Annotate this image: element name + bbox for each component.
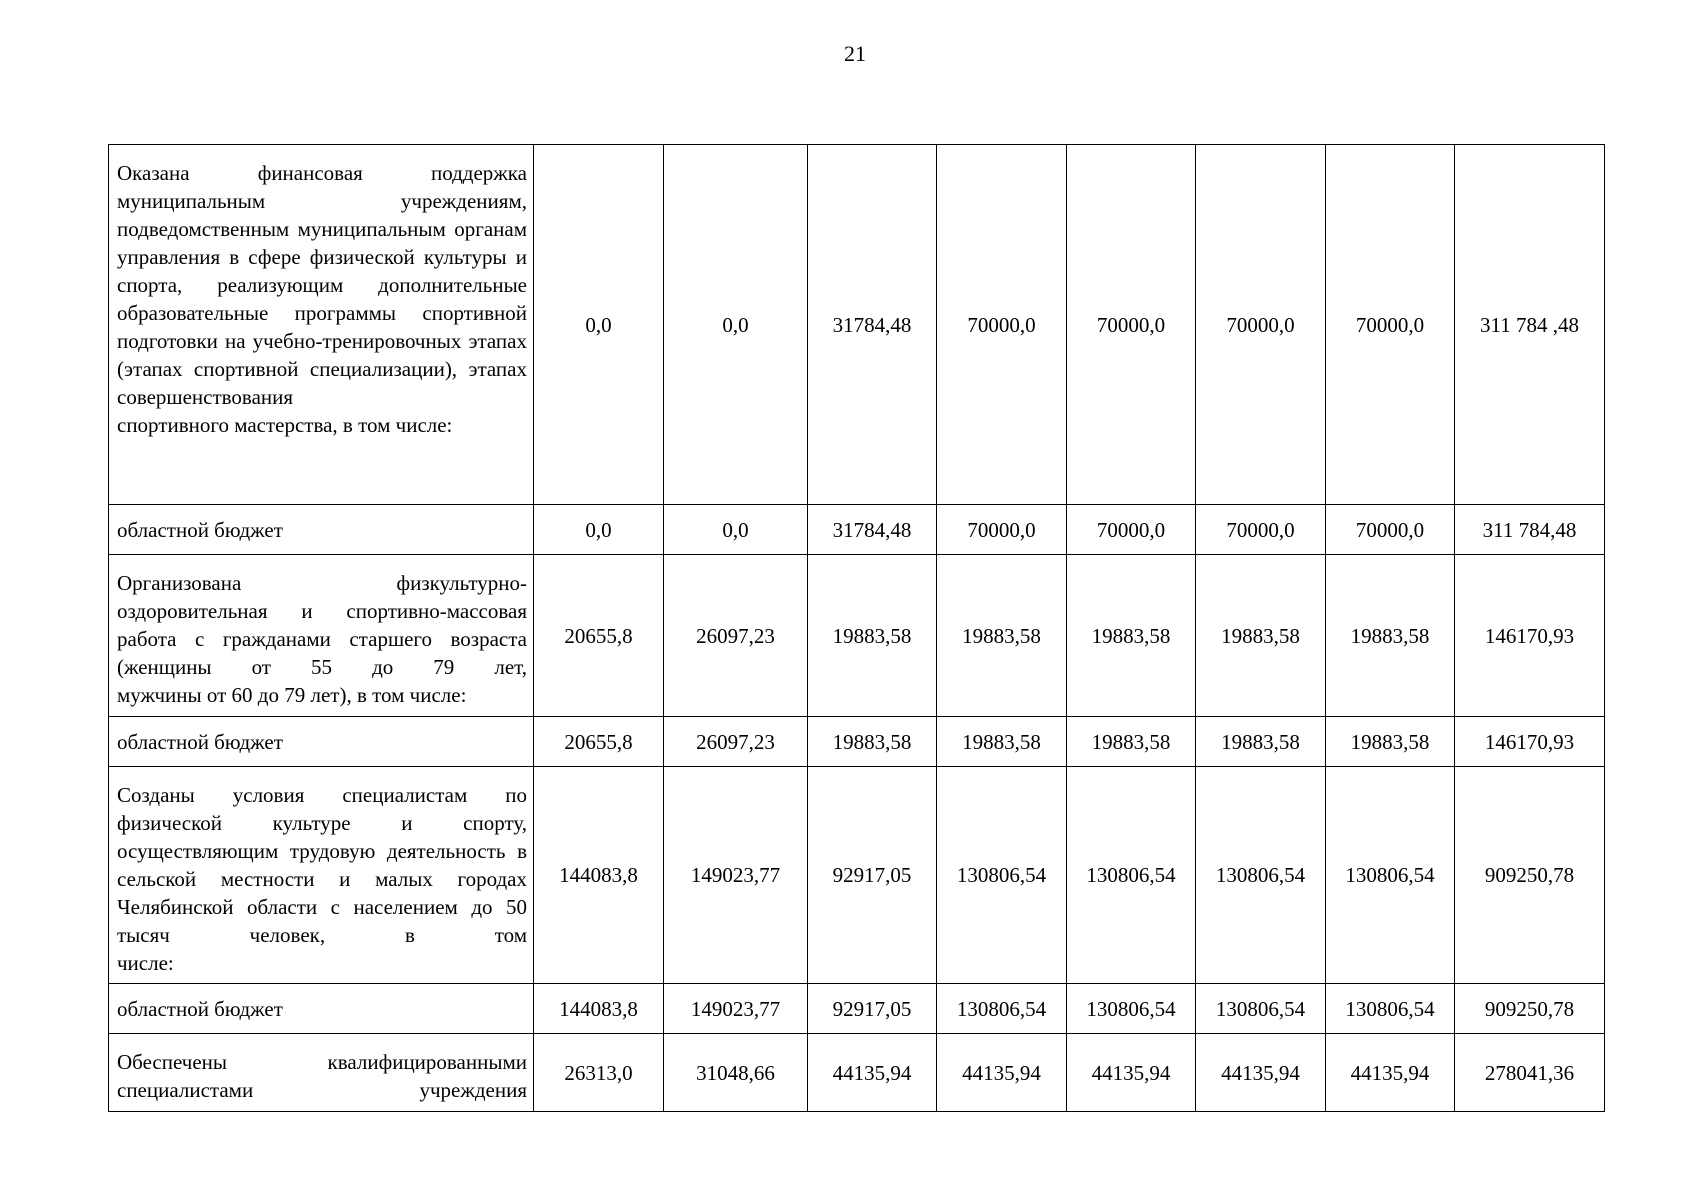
value-cell: 70000,0 — [1067, 145, 1196, 505]
value-cell: 149023,77 — [664, 984, 808, 1034]
value-cell: 144083,8 — [534, 767, 664, 984]
table-row — [109, 984, 1605, 1034]
value-cell: 70000,0 — [1326, 505, 1455, 555]
value-cell: 149023,77 — [664, 767, 808, 984]
row-label: областной бюджет — [109, 717, 534, 767]
table-row — [109, 145, 1605, 505]
value-cell: 26313,0 — [534, 1034, 664, 1112]
value-cell: 0,0 — [664, 145, 808, 505]
value-cell: 70000,0 — [1196, 145, 1326, 505]
value-cell: 44135,94 — [1067, 1034, 1196, 1112]
value-cell: 144083,8 — [534, 984, 664, 1034]
value-cell: 130806,54 — [1326, 984, 1455, 1034]
row-label: областной бюджет — [109, 505, 534, 555]
value-cell: 44135,94 — [937, 1034, 1067, 1112]
value-cell: 0,0 — [664, 505, 808, 555]
value-cell: 20655,8 — [534, 717, 664, 767]
value-cell: 19883,58 — [1196, 717, 1326, 767]
value-cell: 19883,58 — [808, 555, 937, 717]
value-cell: 31048,66 — [664, 1034, 808, 1112]
value-cell: 130806,54 — [1326, 767, 1455, 984]
value-cell: 19883,58 — [1067, 717, 1196, 767]
value-cell: 130806,54 — [937, 984, 1067, 1034]
value-cell: 70000,0 — [1196, 505, 1326, 555]
table-row — [109, 767, 1605, 984]
value-cell: 19883,58 — [937, 555, 1067, 717]
row-label: Обеспечены квалифицированными специалистами учреждения — [109, 1034, 534, 1112]
row-label: Созданы условия специалистам по физической культуре и спорту, осуществляющим трудовую деятельность в сельской местности и малых городах Челябинской области с населением до 50 тысяч человек, в том числе: — [109, 767, 534, 984]
value-cell: 19883,58 — [1067, 555, 1196, 717]
value-cell: 19883,58 — [1196, 555, 1326, 717]
value-cell: 26097,23 — [664, 717, 808, 767]
table-row — [109, 1034, 1605, 1112]
value-cell: 130806,54 — [1196, 767, 1326, 984]
value-cell: 130806,54 — [1196, 984, 1326, 1034]
value-cell: 0,0 — [534, 505, 664, 555]
row-label: Оказана финансовая поддержка муниципальным учреждениям, подведомственным муниципальным органам управления в сфере физической культуры и спорта, реализующим дополнительные образовательные программы спортивной подготовки на учебно-тренировочных этапах (этапах спортивной специализации), этапах совершенствования спортивного мастерства, в том числе: — [109, 145, 534, 505]
value-cell: 130806,54 — [1067, 767, 1196, 984]
row-label: Организована физкультурно-оздоровительная и спортивно-массовая работа с гражданами старшего возраста (женщины от 55 до 79 лет, мужчины от 60 до 79 лет), в том числе: — [109, 555, 534, 717]
row-label: областной бюджет — [109, 984, 534, 1034]
value-cell: 26097,23 — [664, 555, 808, 717]
value-cell: 19883,58 — [808, 717, 937, 767]
value-cell: 70000,0 — [937, 145, 1067, 505]
value-cell: 20655,8 — [534, 555, 664, 717]
value-cell: 70000,0 — [1326, 145, 1455, 505]
value-cell: 44135,94 — [1196, 1034, 1326, 1112]
budget-table — [108, 144, 1605, 1112]
total-cell: 146170,93 — [1455, 717, 1605, 767]
value-cell: 92917,05 — [808, 767, 937, 984]
value-cell: 31784,48 — [808, 145, 937, 505]
value-cell: 70000,0 — [937, 505, 1067, 555]
value-cell: 19883,58 — [1326, 555, 1455, 717]
total-cell: 311 784 ,48 — [1455, 145, 1605, 505]
total-cell: 311 784,48 — [1455, 505, 1605, 555]
page-number: 21 — [844, 41, 866, 66]
value-cell: 44135,94 — [808, 1034, 937, 1112]
value-cell: 92917,05 — [808, 984, 937, 1034]
value-cell: 31784,48 — [808, 505, 937, 555]
table-row — [109, 555, 1605, 717]
value-cell: 19883,58 — [1326, 717, 1455, 767]
value-cell: 130806,54 — [1067, 984, 1196, 1034]
total-cell: 909250,78 — [1455, 767, 1605, 984]
value-cell: 44135,94 — [1326, 1034, 1455, 1112]
value-cell: 70000,0 — [1067, 505, 1196, 555]
value-cell: 19883,58 — [937, 717, 1067, 767]
value-cell: 130806,54 — [937, 767, 1067, 984]
total-cell: 909250,78 — [1455, 984, 1605, 1034]
total-cell: 278041,36 — [1455, 1034, 1605, 1112]
table-row — [109, 717, 1605, 767]
value-cell: 0,0 — [534, 145, 664, 505]
table-row — [109, 505, 1605, 555]
total-cell: 146170,93 — [1455, 555, 1605, 717]
